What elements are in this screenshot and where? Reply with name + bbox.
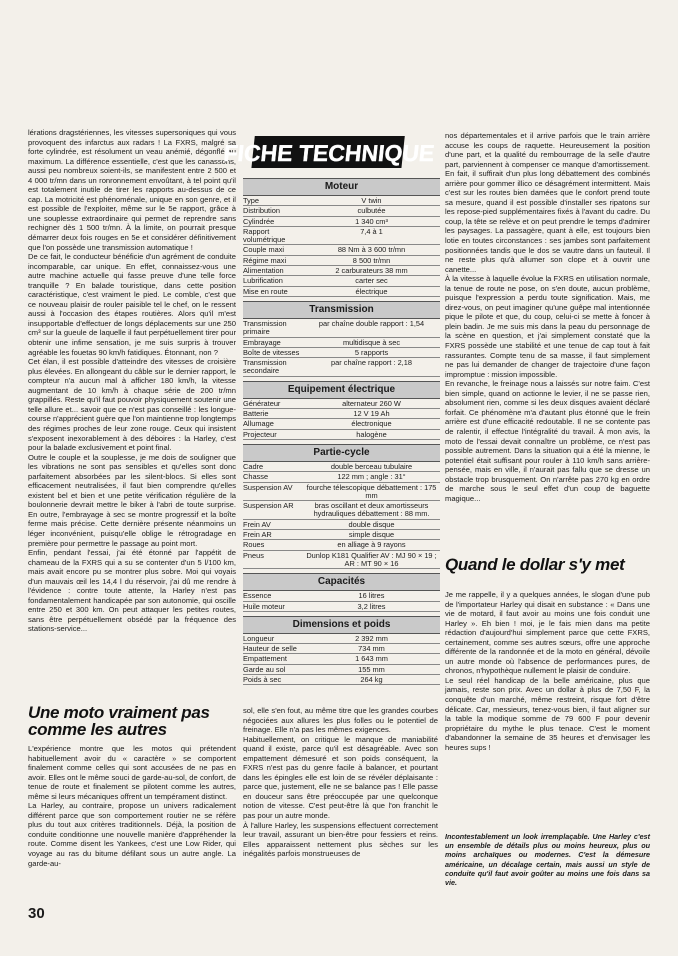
fiche-row <box>243 483 440 502</box>
fiche-label: Boîte de vitesses <box>243 347 300 357</box>
paragraph: Enfin, pendant l'essai, j'ai été étonné par l'appétit de chameau de la FXRS qui a su se contenter d'un 5 l/100 km, mais avait encore pu se montrer plus sobre. Moi qui voyais d'un mauvais œil les 14,4 l du réservoir, j'ai dû me rendre à l'évidence : contre toute attente, la Harley n'est pas fondamentalement handicapée par son autonomie, qui oscille entre 250 et 300 km. On peut attaquer les petites routes, sans être perpétuellement obsédé par la fréquence des stations-service... <box>28 548 236 634</box>
fiche-row <box>243 256 440 266</box>
fiche-value: 12 V 19 Ah <box>353 409 390 419</box>
fiche-value: simple disque <box>348 530 395 540</box>
fiche-value: halogène <box>356 429 387 439</box>
fiche-row <box>243 196 440 206</box>
fiche-value: électronique <box>351 419 392 429</box>
fiche-row <box>243 419 440 429</box>
article-column-middle-bottom <box>243 706 438 859</box>
fiche-row <box>243 409 440 419</box>
fiche-section-title: Capacités <box>243 573 440 591</box>
fiche-section-title: Partie-cycle <box>243 444 440 462</box>
paragraph: sol, elle s'en fout, au même titre que les grandes courbes négociées aux allures les plus folles ou le potentiel de freinage. Elle n'a pas les mêmes exigences. <box>243 706 438 735</box>
fiche-row <box>243 287 440 297</box>
fiche-label: Rapport volumétrique <box>243 226 286 245</box>
fiche-label: Batterie <box>243 409 269 419</box>
fiche-label: Couple maxi <box>243 245 285 255</box>
fiche-label: Frein AV <box>243 519 271 529</box>
fiche-value: Dunlop K181 Qualifier AV : MJ 90 × 19 ; AR : MT 90 × 16 <box>306 550 437 568</box>
fiche-label: Type <box>243 196 260 205</box>
section-heading-dollar: Quand le dollar s'y met <box>445 555 625 574</box>
fiche-row <box>243 602 440 612</box>
fiche-value: carter sec <box>355 276 388 286</box>
fiche-row <box>243 501 440 520</box>
fiche-row <box>243 245 440 255</box>
fiche-row <box>243 520 440 530</box>
fiche-row <box>243 217 440 227</box>
fiche-label: Transmission primaire <box>243 318 287 337</box>
paragraph: Le seul réel handicap de la belle américaine, plus que jamais, reste son prix. Avec un dollar à plus de 7,50 F, la conquête d'un marché, même restreint, risque fort d'être délicate. Car, messieurs, tenez-vous bien, il faut aligner sur la table la modique somme de 79 600 F pour devenir propriétaire du mythe le plus tenace. C'est le moment d'abandonner la semaine de 35 heures et d'envisager les heures sups ! <box>445 675 650 752</box>
fiche-title-text: FICHE TECHNIQUE <box>222 140 436 166</box>
fiche-value: 1 643 mm <box>355 654 388 664</box>
paragraph: À la vitesse à laquelle évolue la FXRS en utilisation normale, la tenue de route ne pose, on s'en doute, aucun problème, puisque l'expression a perdu toute signification. Mais, me direz-vous, on peut imaginer qu'une guêpe mal intentionnée pique le pilote et que, du coup, celui-ci se mette à foncer à plein badin. Je me suis mis dans la peau du personnage de la scène en question, et j'ai simplement constaté que la FXRS possède une stabilité et une tenue de cap tout à fait rassurantes. Compte tenu de sa masse, il faut simplement ne pas lui demander de changer de trajectoire d'une façon impromptue : mission impossible. <box>445 274 650 379</box>
fiche-value: 2 carburateurs 38 mm <box>335 266 408 276</box>
fiche-row <box>243 530 440 540</box>
fiche-label: Cylindrée <box>243 216 275 226</box>
paragraph: De ce fait, le conducteur bénéficie d'un agrément de conduite incomparable, car unique. En effet, connaissez-vous une autre machine actuelle qui fasse preuve d'une telle force tranquille ? En balade touristique, dans cette position caractéristique, c'est vraiment le pied. Le comble, c'est que ce nouveau plaisir de rouler paisible tel le chef, on le ressent aussi à l'occasion des étapes routières. Alors qu'il m'est insupportable d'effectuer de longs déplacements sur une 250 cm³ sur la gueule de laquelle il faut perpétuellement tirer pour obtenir une infime sensation, je me suis surpris à trouver agréable les fouetas 90 km/h fatidiques. Étonnant, non ? <box>28 252 236 357</box>
photo-caption: Incontestablement un look irremplaçable. Une Harley c'est un ensemble de détails plus ou moins heureux, plus ou moins archaïques ou modernes. C'est la démesure américaine, un décalage certain, mais aussi un style de conduite qu'il faut avoir goûter au moins une fois dans sa vie. <box>445 832 650 888</box>
fiche-row <box>243 319 440 338</box>
fiche-value: multidisque à sec <box>342 337 401 347</box>
paragraph: nos départementales et il arrive parfois que le train arrière accuse les coups de raquette. Heureusement la position d'une part, et la qualité du rembourrage de la selle d'autre part, parviennent à compenser ce manque d'amortissement. En fait, il suffirait d'un plus long débattement des combinés arrière pour gommer illico ce désagrément intermittent. Mais c'est sur les routes bien damées que le confort prend toute sa mesure, quand il est possible d'installer ses ripatons sur les repose-pied supplémentaires fixés à l'avant du cadre. Du coup, la tête se relève et on peut prendre le temps d'admirer les paysages. La passagère, quant à elle, est toujours bien lotie en toutes circonstances : ses jambes sont parfaitement positionnées tandis que le dos se vautre dans un fauteuil. Il ne reste plus qu'à allumer son clope et à ouvrir une canette... <box>445 131 650 274</box>
fiche-label: Transmission secondaire <box>243 358 287 376</box>
fiche-value: par chaîne rapport : 2,18 <box>331 358 412 368</box>
fiche-label: Garde au sol <box>243 664 286 674</box>
fiche-label: Frein AR <box>243 530 272 540</box>
paragraph: lérations dragstériennes, les vitesses supersoniques qui vous provoquent des infarctus aux radars ! La FXRS, malgré sa forte cylindrée, est résolument un veau anémié, dégonflé au maximum. La différence essentielle, c'est que les canassons, aussi peu nombreux soient-ils, se manifestent entre 2 500 et 4 000 tr/mn dans un ronronnement envoûtant, à tel point qu'il est totalement inutile de tirer les rapports au-dessus de ce cap. La motricité est phénoménale, unique en son genre, et il est possible de l'exploiter, même sur le 5e rapport, grâce à une souplesse extraordinaire qui permet de reprendre sans rechigner dès 1 500 tr/mn. À la limite, on pourrait presque démarrer deux fois rouges en 5e et considérer définitivement que l'on possède une transmission automatique ! <box>28 128 236 252</box>
fiche-label: Régime maxi <box>243 255 287 265</box>
fiche-row <box>243 462 440 472</box>
paragraph: Habituellement, on critique le manque de maniabilité quand il existe, parce qu'il est désagréable. Avec son empattement démesuré et son poids conséquent, la FXRS n'est pas du genre facile à balancer, et pourtant dans les épingles elle est loin de se révéler déplaisante : parce que, justement, elle ne se balance pas ! Elle passe en douceur sans être préoccupée par une quelconque notion de vitesse. C'est peut-être là que l'on franchit le pas pour un autre monde. <box>243 734 438 821</box>
fiche-row <box>243 551 440 570</box>
paragraph: La Harley, au contraire, propose un univers radicalement différent parce que son comportement routier ne se réfère plus du tout aux critères traditionnels. Déjà, la position de conduite conditionne une nouvelle manière d'appréhender la route. Comme disent les Yankees, c'est une Low Rider, qui voyage au ras du bitume défilant sous un autre angle. La garde-au- <box>28 801 236 868</box>
fiche-label: Mise en route <box>243 286 288 296</box>
fiche-value: 122 mm ; angle : 31° <box>337 472 406 482</box>
fiche-technique-title-graphic <box>222 134 436 172</box>
fiche-row <box>243 540 440 550</box>
fiche-label: Suspension AR <box>243 501 294 511</box>
fiche-section-title: Equipement électrique <box>243 381 440 399</box>
fiche-label: Hauteur de selle <box>243 644 297 654</box>
fiche-row <box>243 338 440 348</box>
fiche-row <box>243 472 440 482</box>
fiche-row <box>243 399 440 409</box>
fiche-row <box>243 665 440 675</box>
fiche-row <box>243 348 440 358</box>
fiche-label: Lubrification <box>243 276 283 286</box>
article-column-right <box>445 131 650 503</box>
fiche-label: Embrayage <box>243 337 281 347</box>
fiche-value: 3,2 litres <box>357 601 386 611</box>
fiche-value: 16 litres <box>358 591 385 601</box>
article-column-left <box>28 128 236 634</box>
fiche-value: fourche télescopique débattement : 175 mm <box>306 482 437 500</box>
fiche-label: Longueur <box>243 633 275 643</box>
fiche-label: Allumage <box>243 419 274 429</box>
fiche-label: Distribution <box>243 206 280 216</box>
fiche-value: 1 340 cm³ <box>355 216 388 226</box>
fiche-value: en alliage à 9 rayons <box>337 540 406 550</box>
fiche-row <box>243 358 440 377</box>
fiche-value: 8 500 tr/mn <box>352 255 391 265</box>
fiche-label: Chasse <box>243 472 269 482</box>
fiche-value: V twin <box>361 196 382 205</box>
fiche-value: par chaîne double rapport : 1,54 <box>318 318 425 328</box>
fiche-section-title: Moteur <box>243 178 440 196</box>
article-column-right-bottom <box>445 590 650 752</box>
fiche-value: double berceau tubulaire <box>330 461 413 471</box>
fiche-row <box>243 266 440 276</box>
fiche-label: Cadre <box>243 461 264 471</box>
fiche-label: Essence <box>243 591 272 601</box>
fiche-value: 5 rapports <box>354 347 389 357</box>
fiche-label: Pneus <box>243 550 264 560</box>
fiche-label: Générateur <box>243 398 281 408</box>
fiche-row <box>243 591 440 601</box>
fiche-row <box>243 227 440 246</box>
fiche-value: 2 392 mm <box>355 633 388 643</box>
fiche-label: Roues <box>243 540 265 550</box>
fiche-value: culbutée <box>357 206 386 216</box>
page-number: 30 <box>28 905 45 922</box>
fiche-value: alternateur 260 W <box>342 398 401 408</box>
fiche-label: Alimentation <box>243 266 284 276</box>
paragraph: L'expérience montre que les motos qui prétendent habituellement avoir du « caractère » se comportent finalement comme celles qui sont accusées de ne pas en avoir. Elles ont le même souci de garde-au-sol, de confort, de tenue de route et finalement se pilotent comme les autres, même si leurs mécaniques offrent un tempérament distinct. <box>28 744 236 801</box>
fiche-value: 264 kg <box>360 674 383 684</box>
fiche-technique-table <box>243 178 440 685</box>
fiche-value: 734 mm <box>358 644 385 654</box>
fiche-label: Projecteur <box>243 429 277 439</box>
fiche-row <box>243 206 440 216</box>
fiche-value: 88 Nm à 3 600 tr/mn <box>337 245 406 255</box>
fiche-row <box>243 430 440 440</box>
paragraph: En revanche, le freinage nous a laissés sur notre faim. C'est bien simple, quand on actionne le levier, il ne se passe rien, absolument rien, comme si les deux disques avaient déclaré forfait. Ce phénomène m'a d'autant plus étonné que le frein arrière est d'une efficacité redoutable. Il ne se contente pas de ralentir, il effectue l'intégralité du travail. À mon avis, la moto de l'essai devait connaître un problème, ce n'est pas possible autrement. Dans la situation qui a été la mienne, le potentiel était suffisant pour rouler à 110 km/h sans arrière-pensée, mais en ville, il n'aurait pas fallu que se dresse un obstacle trop brusquement. On n'arrête pas 270 kg en ordre de marche sous le seul effet d'un coup de baguette magique... <box>445 379 650 503</box>
fiche-section-title: Dimensions et poids <box>243 616 440 634</box>
fiche-label: Huile moteur <box>243 601 285 611</box>
article-column-left-bottom <box>28 744 236 868</box>
paragraph: Je me rappelle, il y a quelques années, le slogan d'une pub de l'importateur Harley qui disait en substance : « Dans une vie de motard, il faut avoir au moins une fois conduit une Harley ». Eh bien ! moi, je le fais mien dans ma petite rédaction d'aujourd'hui simplement parce que cette FXRS, certainement, comme ses autres sœurs, offre une approche différente de la randonnée et de la moto en général, dévoile un autre monde où l'absence de performances pures, de chronos, n'hypothèque nullement le plaisir de conduire. <box>445 590 650 676</box>
fiche-row <box>243 675 440 685</box>
fiche-label: Suspension AV <box>243 482 293 492</box>
fiche-value: double disque <box>348 519 395 529</box>
fiche-row <box>243 654 440 664</box>
fiche-value: 7,4 à 1 <box>360 226 383 236</box>
fiche-value: bras oscillant et deux amortisseurs hydrauliques débattement : 88 mm. <box>313 501 430 519</box>
fiche-row <box>243 644 440 654</box>
paragraph: Outre le couple et la souplesse, je me dois de souligner que les vibrations ne sont pas sensibles et qu'elles sont donc parfaitement absorbées par les silent-blocs. Si elles sont efficacement neutralisées, il faut bien comprendre qu'elles existent bel et bien et une petite vérification régulière de la boulonnerie devrait mettre le biker à l'abri de toute surprise. En outre, l'embrayage à sec se montre progressif et la boîte ferme mais précise. Cette dernière présente néanmoins un léger inconvénient, puisqu'elle oblige le rétrogradage en première pour permettre le passage au point mort. <box>28 452 236 548</box>
fiche-row <box>243 276 440 286</box>
fiche-value: électrique <box>355 286 388 296</box>
section-heading-moto: Une moto vraiment pas comme les autres <box>28 703 210 739</box>
paragraph: Cet élan, il est possible d'atteindre des vitesses de croisière plus élevées. En allongeant du câble sur le dernier rapport, le compteur n'a aucun mal à afficher 180 km/h, la vitesse augmentant de 10 km/h à chaque série de 200 tr/mn grappillés. Reste qu'il faut pouvoir physiquement soutenir une telle allure et... savoir que ce n'est pas conseillé : les longue-course n'apprécient guère que l'on maintienne trop longtemps des régimes proches de leur zone rouge. Ceux qui insistent s'exposent inexorablement à des déboires : la Harley, c'est pour la balade exclusivement et point final. <box>28 357 236 453</box>
fiche-label: Poids à sec <box>243 674 282 684</box>
fiche-section-title: Transmission <box>243 301 440 319</box>
fiche-label: Empattement <box>243 654 287 664</box>
fiche-row <box>243 634 440 644</box>
fiche-value: 155 mm <box>358 664 385 674</box>
paragraph: À l'allure Harley, les suspensions effectuent correctement leur travail, assurant un bien-être pour fessiers et reins. Elles apparaissent nettement plus sèches sur les inégalités parfois monstrueuses de <box>243 820 438 859</box>
